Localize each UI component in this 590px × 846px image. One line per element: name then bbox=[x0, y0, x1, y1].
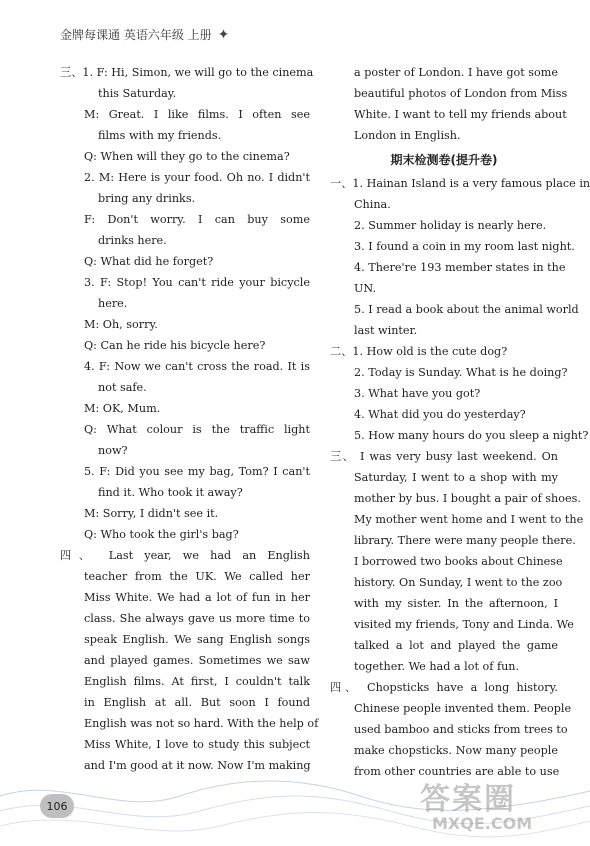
right-column bbox=[330, 62, 590, 782]
text-line: 3. What have you got? bbox=[354, 387, 481, 400]
text-line: this Saturday. bbox=[98, 87, 177, 100]
text-line: F: Don't worry. I can buy some bbox=[84, 213, 310, 226]
text-line: 3. F: Stop! You can't ride your bicycle bbox=[84, 276, 310, 289]
text-line: White. I want to tell my friends about bbox=[354, 108, 567, 121]
text-line: history. On Sunday, I went to the zoo bbox=[354, 576, 563, 589]
text-line: M: OK, Mum. bbox=[84, 402, 161, 415]
text-line: a poster of London. I have got some bbox=[354, 66, 558, 79]
text-line: teacher from the UK. We called her bbox=[84, 570, 310, 583]
text-line: now? bbox=[98, 444, 128, 457]
text-line: make chopsticks. Now many people bbox=[354, 744, 558, 757]
text-line: English was not so hard. With the help of bbox=[84, 717, 319, 730]
text-line: here. bbox=[98, 297, 128, 310]
left-column bbox=[60, 62, 319, 776]
watermark-logo: 答案圈 bbox=[420, 782, 516, 817]
text-line: Saturday, I went to a shop with my bbox=[354, 471, 558, 484]
text-line: I borrowed two books about Chinese bbox=[354, 555, 563, 568]
text-line: London in English. bbox=[354, 129, 461, 142]
section-title: 期末检测卷(提升卷) bbox=[390, 153, 498, 167]
star-icon: ✦ bbox=[217, 26, 230, 43]
text-line: 三、1. F: Hi, Simon, we will go to the cinema bbox=[60, 66, 314, 79]
text-line: Q: What colour is the traffic light bbox=[84, 423, 310, 436]
text-line: Miss White, I love to study this subject bbox=[84, 738, 310, 751]
text-line: films with my friends. bbox=[98, 129, 222, 142]
text-line: M: Great. I like films. I often see bbox=[84, 108, 310, 121]
text-line: Q: When will they go to the cinema? bbox=[84, 150, 290, 163]
text-line: M: Sorry, I didn't see it. bbox=[84, 507, 219, 520]
text-line: English films. At first, I couldn't talk bbox=[84, 675, 310, 688]
text-line: 三、 I was very busy last weekend. On bbox=[330, 450, 558, 463]
text-line: mother by bus. I bought a pair of shoes. bbox=[354, 492, 581, 505]
text-line: 5. F: Did you see my bag, Tom? I can't bbox=[84, 465, 310, 478]
text-line: and I'm good at it now. Now I'm making bbox=[84, 759, 311, 772]
text-line: 4. There're 193 member states in the bbox=[354, 261, 566, 274]
text-line: 2. Summer holiday is nearly here. bbox=[354, 219, 547, 232]
text-line: used bamboo and sticks from trees to bbox=[354, 723, 568, 736]
text-line: drinks here. bbox=[98, 234, 167, 247]
text-line: visited my friends, Tony and Linda. We bbox=[354, 618, 574, 631]
text-line: from other countries are able to use bbox=[354, 765, 560, 778]
text-line: 5. How many hours do you sleep a night? bbox=[354, 429, 589, 442]
text-line: Q: Can he ride his bicycle here? bbox=[84, 339, 266, 352]
text-line: 二、1. How old is the cute dog? bbox=[330, 345, 508, 358]
text-line: with my sister. In the afternoon, I bbox=[354, 597, 558, 610]
text-line: 四、 Chopsticks have a long history. bbox=[330, 681, 558, 694]
text-line: 4. F: Now we can't cross the road. It is bbox=[84, 360, 310, 373]
text-line: 一、1. Hainan Island is a very famous place in bbox=[330, 177, 590, 190]
text-line: together. We had a lot of fun. bbox=[354, 660, 520, 673]
text-line: Q: What did he forget? bbox=[84, 255, 214, 268]
text-line: Miss White. We had a lot of fun in her bbox=[84, 591, 310, 604]
text-line: last winter. bbox=[354, 324, 418, 337]
page-number: 106 bbox=[40, 794, 74, 818]
text-line: 5. I read a book about the animal world bbox=[354, 303, 579, 316]
text-line: My mother went home and I went to the bbox=[354, 513, 584, 526]
text-line: Q: Who took the girl's bag? bbox=[84, 528, 239, 541]
text-line: not safe. bbox=[98, 381, 147, 394]
text-line: M: Oh, sorry. bbox=[84, 318, 158, 331]
text-line: beautiful photos of London from Miss bbox=[354, 87, 568, 100]
text-line: 2. Today is Sunday. What is he doing? bbox=[354, 366, 568, 379]
text-line: 四、 Last year, we had an English bbox=[60, 549, 310, 562]
text-line: in English at all. But soon I found bbox=[84, 696, 310, 709]
text-line: speak English. We sang English songs bbox=[84, 633, 310, 646]
text-line: Chinese people invented them. People bbox=[354, 702, 572, 715]
text-line: China. bbox=[354, 198, 391, 211]
watermark-url: MXQE.COM bbox=[432, 814, 533, 833]
text-line: class. She always gave us more time to bbox=[84, 612, 310, 625]
text-line: 3. I found a coin in my room last night. bbox=[354, 240, 575, 253]
text-line: 2. M: Here is your food. Oh no. I didn't bbox=[84, 171, 310, 184]
text-line: 4. What did you do yesterday? bbox=[354, 408, 526, 421]
text-line: bring any drinks. bbox=[98, 192, 196, 205]
page-header bbox=[60, 26, 229, 43]
header-title: 金牌每课通 英语六年级 上册 bbox=[60, 28, 212, 42]
text-line: talked a lot and played the game bbox=[354, 639, 558, 652]
text-line: library. There were many people there. bbox=[354, 534, 576, 547]
text-line: UN. bbox=[354, 282, 377, 295]
text-line: and played games. Sometimes we saw bbox=[84, 654, 310, 667]
text-line: find it. Who took it away? bbox=[98, 486, 243, 499]
